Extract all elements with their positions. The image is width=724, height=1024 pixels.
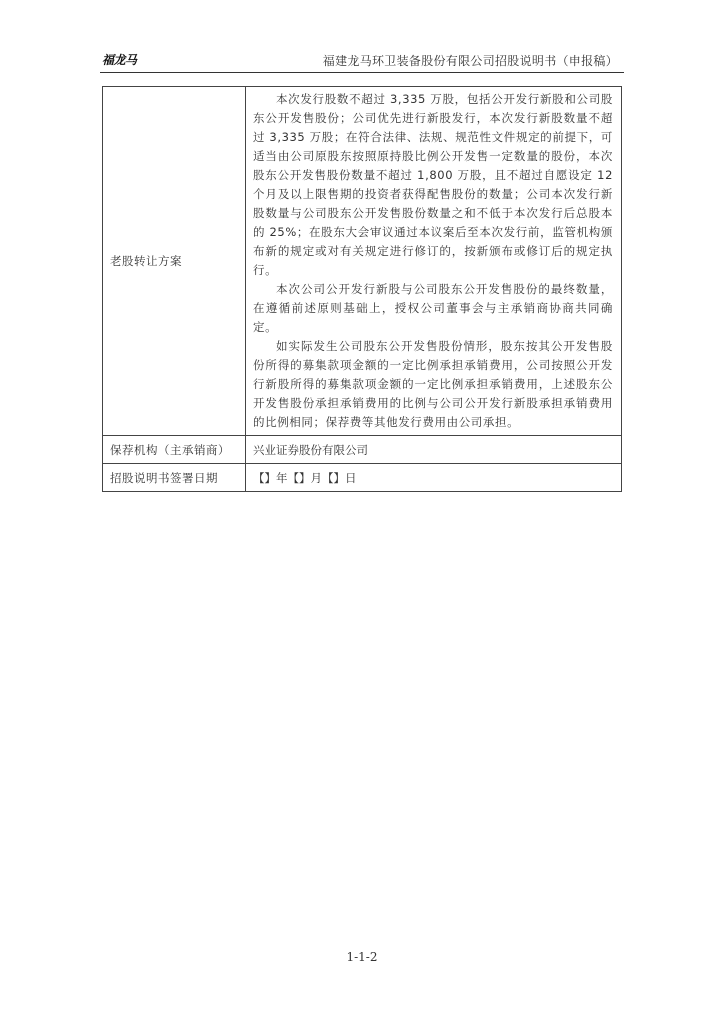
signing-date-value: 【】年【】月【】日 bbox=[246, 464, 622, 492]
document-title: 福建龙马环卫装备股份有限公司招股说明书（申报稿） bbox=[322, 54, 618, 68]
sponsor-value: 兴业证券股份有限公司 bbox=[246, 436, 622, 464]
company-logo: 福龙马 bbox=[102, 53, 137, 67]
row-label-sponsor: 保荐机构（主承销商） bbox=[103, 436, 246, 464]
plan-paragraph-3: 如实际发生公司股东公开发售股份情形，股东按其公开发售股份所得的募集款项金额的一定比例承担承销费用，公司按照公开发行新股所得的募集款项金额的一定比例承担承销费用，上述股东公开发售股份承担承销费用的比例与公司公开发行新股承担承销费用的比例相同；保荐费等其他发行费用由公司承担。 bbox=[253, 339, 613, 429]
row-label-share-transfer-plan: 老股转让方案 bbox=[103, 87, 246, 436]
table-row-signing-date bbox=[103, 464, 622, 492]
row-label-signing-date: 招股说明书签署日期 bbox=[103, 464, 246, 492]
page-number: 1-1-2 bbox=[346, 950, 378, 964]
page-header bbox=[100, 46, 624, 73]
table-row-sponsor bbox=[103, 436, 622, 464]
plan-paragraph-2: 本次公司公开发行新股与公司股东公开发售股份的最终数量，在遵循前述原则基础上，授权公司董事会与主承销商协商共同确定。 bbox=[253, 282, 613, 334]
plan-paragraph-1: 本次发行股数不超过 3,335 万股，包括公开发行新股和公司股东公开发售股份；公司优先进行新股发行，本次发行新股数量不超过 3,335 万股；在符合法律、法规、规范性文件规定的前提下，可适当由公司原股东按照原持股比例公开发售一定数量的股份，本次股东公开发售股份数量不超过 1,800 万股，且不超过自愿设定 12 个月及以上限售期的投资者获得配售股份的数量；公司本次发行新股数量与公司股东公开发售股份数量之和不低于本次发行后总股本的 25%；在股东大会审议通过本议案后至本次发行前，监管机构颁布新的规定或对有关规定进行修订的，按新颁布或修订后的规定执行。 bbox=[253, 92, 613, 277]
table-row-share-transfer-plan bbox=[103, 87, 622, 436]
share-transfer-plan-content bbox=[246, 87, 622, 436]
offering-info-table bbox=[102, 86, 622, 492]
